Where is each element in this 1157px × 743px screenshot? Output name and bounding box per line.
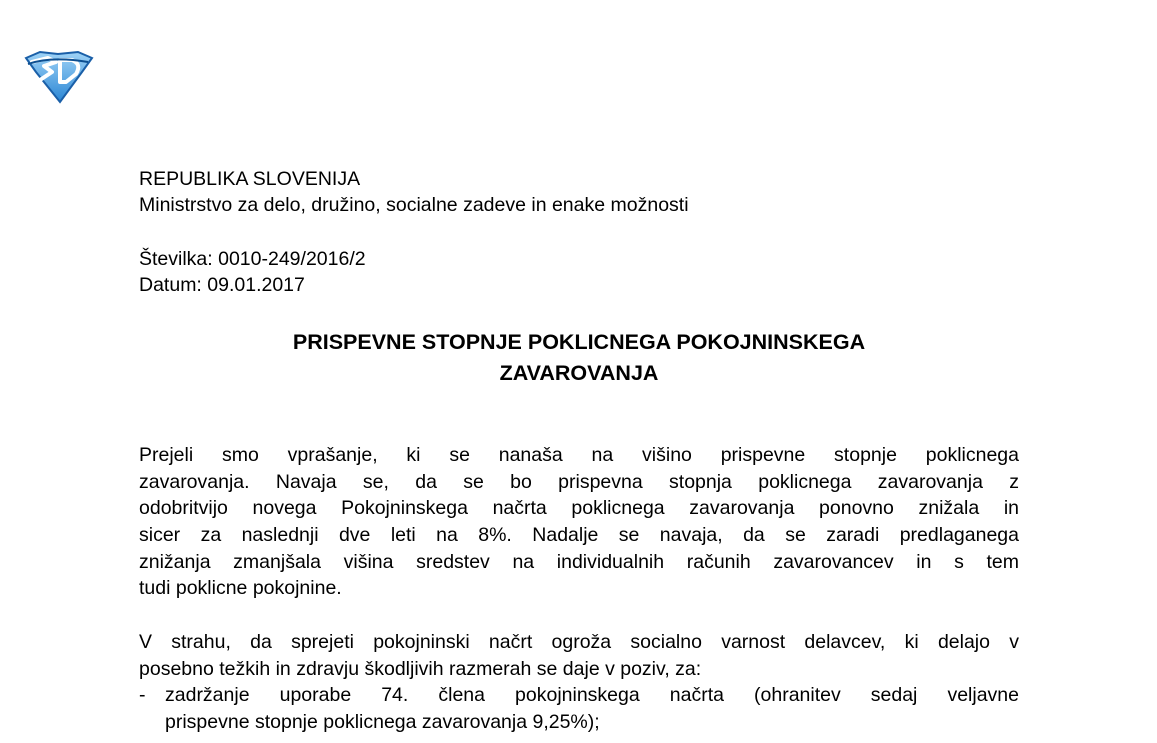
- bullet-line: prispevne stopnje poklicnega zavarovanja 9,25%);: [165, 710, 600, 733]
- bullet-list: [139, 682, 1019, 735]
- paragraph-2: [139, 629, 1019, 682]
- paragraph-line: sicer za naslednji dve leti na 8%. Nadalje se navaja, da se zaradi predlaganega: [139, 524, 1019, 547]
- ministry-name: Ministrstvo za delo, družino, socialne zadeve in enake možnosti: [139, 194, 689, 216]
- title-line-2: ZAVAROVANJA: [499, 361, 659, 385]
- paragraph-line: odobritvijo novega Pokojninskega načrta poklicnega zavarovanja ponovno znižala in: [139, 497, 1019, 520]
- paragraph-line: znižanja zmanjšala višina sredstev na individualnih računih zavarovancev in s tem: [139, 550, 1019, 573]
- paragraph-line: tudi poklicne pokojnine.: [139, 577, 342, 600]
- ministry-logo: [22, 50, 94, 104]
- republic-name: REPUBLIKA SLOVENIJA: [139, 168, 361, 190]
- list-item: [139, 682, 1019, 735]
- paragraph-line: Prejeli smo vprašanje, ki se nanaša na višino prispevne stopnje poklicnega: [139, 444, 1019, 466]
- paragraph-line: V strahu, da sprejeti pokojninski načrt ogroža socialno varnost delavcev, ki delajo v: [139, 631, 1019, 653]
- paragraph-line: posebno težkih in zdravju škodljivih razmerah se daje v poziv, za:: [139, 657, 702, 680]
- paragraph-line: zavarovanja. Navaja se, da se bo prispevna stopnja poklicnega zavarovanja z: [139, 470, 1019, 493]
- document-date: Datum: 09.01.2017: [139, 274, 305, 296]
- bullet-dash: -: [139, 684, 146, 706]
- title-line-1: PRISPEVNE STOPNJE POKLICNEGA POKOJNINSKEGA: [292, 330, 866, 354]
- document-number: Številka: 0010-249/2016/2: [139, 248, 366, 270]
- document-title: [139, 327, 1019, 389]
- shield-logo-icon: [22, 50, 94, 104]
- document-meta: [139, 246, 366, 298]
- header-block: [139, 166, 689, 218]
- paragraph-1: [139, 442, 1019, 602]
- bullet-line: zadržanje uporabe 74. člena pokojninskega načrta (ohranitev sedaj veljavne: [165, 684, 1019, 706]
